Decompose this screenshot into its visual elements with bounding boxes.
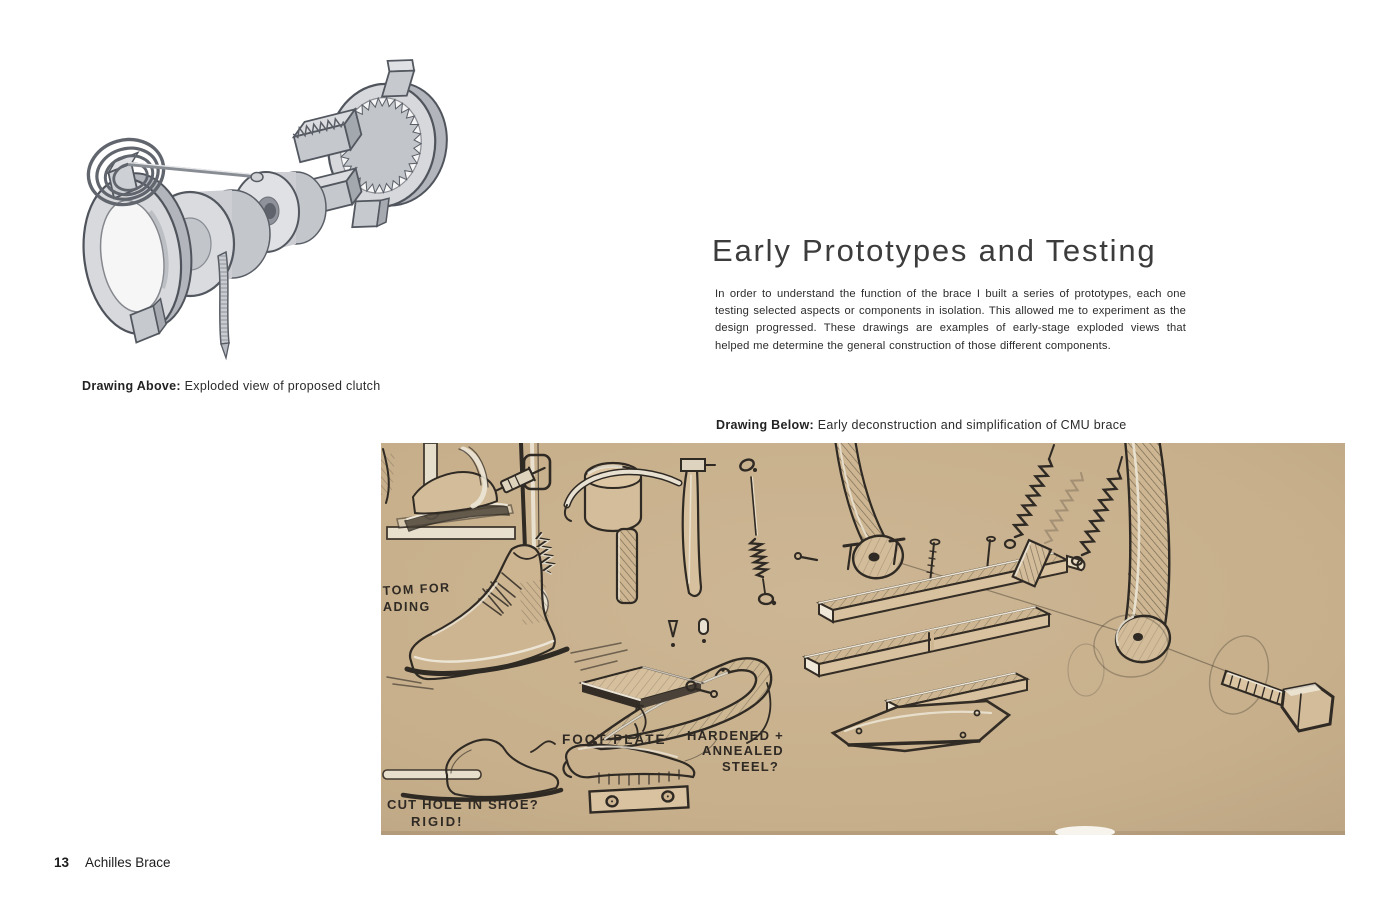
caption-below-text: Early deconstruction and simplification of CMU brace xyxy=(813,418,1127,432)
caption-below-label: Drawing Below: xyxy=(716,418,814,432)
body-paragraph: In order to understand the function of the brace I built a series of prototypes, each one testing selected aspects or components in isolation. This allowed me to experiment as the design progressed. These drawings are examples of early-stage exploded views that helped me determine the general construction of those different components. xyxy=(715,288,1186,352)
annotation-steel: STEEL? xyxy=(722,759,780,774)
rod-through-shoe xyxy=(383,770,481,779)
strap-loop xyxy=(683,469,701,596)
annotation-hardened: HARDENED + xyxy=(687,728,784,743)
clamp-ring xyxy=(71,147,203,348)
spring-band xyxy=(218,252,229,358)
annotation-foot-plate: FOOT PLATE xyxy=(562,732,667,747)
annotation-loading-1: TOM FOR xyxy=(382,580,451,598)
rig-bar xyxy=(387,527,515,539)
caption-drawing-above xyxy=(82,379,381,393)
page-title: Early Prototypes and Testing xyxy=(712,233,1157,268)
base-bracket xyxy=(589,786,688,812)
caption-above-text: Exploded view of proposed clutch xyxy=(180,379,381,393)
annotation-rigid: RIGID! xyxy=(411,814,464,829)
caption-drawing-below xyxy=(716,418,1127,432)
clutch-exploded-figure xyxy=(70,14,472,362)
cmu-brace-sketch-figure xyxy=(381,443,1345,835)
page-footer xyxy=(54,855,171,870)
annotation-loading-2: ADING xyxy=(383,600,431,614)
caption-above-label: Drawing Above: xyxy=(82,379,181,393)
page-number: 13 xyxy=(54,855,70,870)
footer-doc-title: Achilles Brace xyxy=(85,855,171,870)
clutch-exploded-drawing xyxy=(70,14,472,362)
cmu-brace-sketch xyxy=(381,443,1345,835)
annotation-annealed: ANNEALED xyxy=(702,743,784,758)
annotation-cut-hole: CUT HOLE IN SHOE? xyxy=(387,797,539,812)
